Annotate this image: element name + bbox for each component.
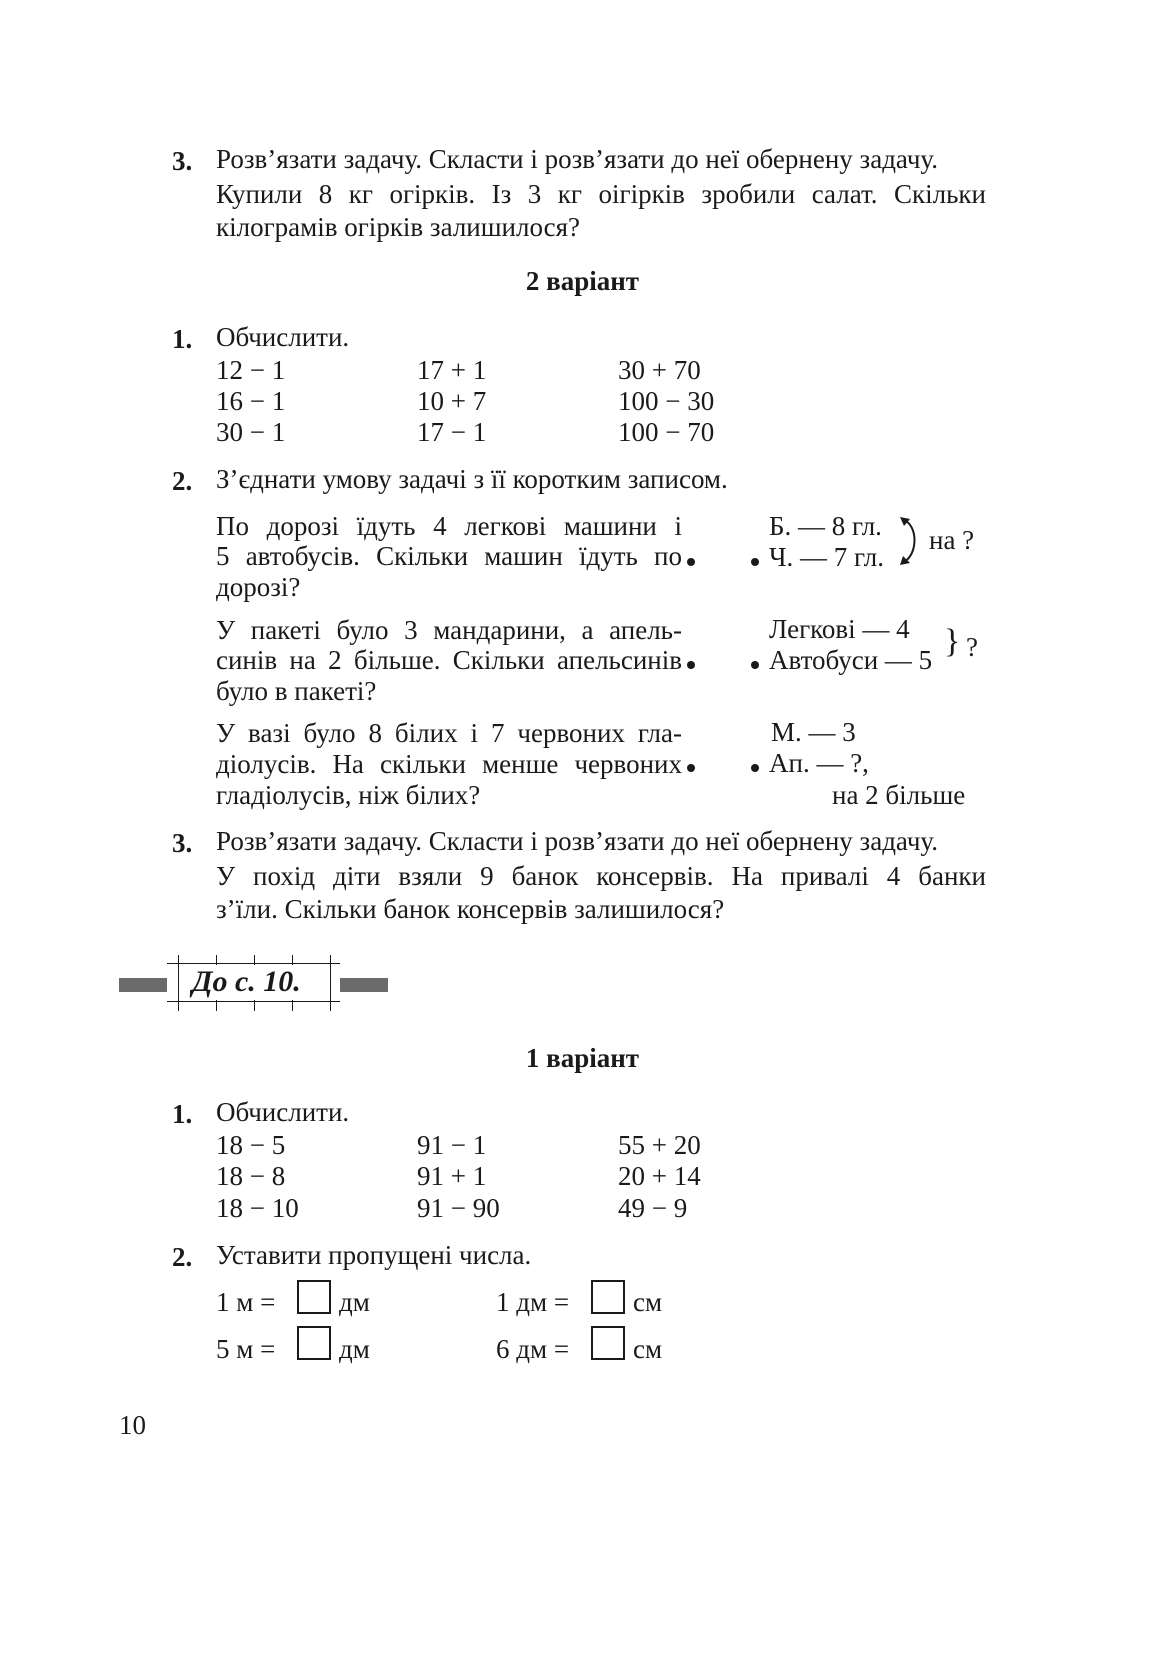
section-bar-right <box>340 978 388 992</box>
expression: 17 − 1 <box>417 417 487 447</box>
short-note-question: на ? <box>929 525 975 555</box>
conversion-left: 6 дм = <box>496 1334 570 1364</box>
expression: 91 − 90 <box>417 1193 500 1223</box>
short-note-line: Ч. — 7 гл. <box>769 542 884 572</box>
task-number: 3. <box>172 146 193 176</box>
problem-text-line: По дорозі їдуть 4 легкові машини і <box>216 511 682 541</box>
comparison-arrow-icon <box>898 516 926 566</box>
connector-dot[interactable] <box>687 558 695 566</box>
frame-tick <box>292 955 293 965</box>
task-number: 1. <box>172 324 193 354</box>
task-text-line: кілограмів огірків залишилося? <box>216 212 581 242</box>
problem-text-line: дорозі? <box>216 572 301 602</box>
short-note-line: Легкові — 4 <box>769 614 910 644</box>
expression: 55 + 20 <box>618 1130 701 1160</box>
variant-heading: 1 варіант <box>525 1043 640 1073</box>
expression: 49 − 9 <box>618 1193 688 1223</box>
problem-text-line: У пакеті було 3 мандарини, а апель- <box>216 615 682 645</box>
connector-dot[interactable] <box>687 764 695 772</box>
expression: 18 − 8 <box>216 1161 286 1191</box>
expression: 18 − 10 <box>216 1193 299 1223</box>
problem-text-line: діолусів. На скільки менше червоних <box>216 749 682 779</box>
expression: 18 − 5 <box>216 1130 286 1160</box>
problem-text-line: синів на 2 більше. Скільки апельсинів <box>216 645 682 675</box>
connector-dot[interactable] <box>751 558 759 566</box>
expression: 30 − 1 <box>216 417 286 447</box>
expression: 91 + 1 <box>417 1161 487 1191</box>
conversion-unit: см <box>633 1334 663 1364</box>
frame-tick <box>216 955 217 965</box>
short-note-line: Б. — 8 гл. <box>769 511 882 541</box>
answer-box[interactable] <box>591 1326 625 1360</box>
problem-text-line: 5 автобусів. Скільки машин їдуть по <box>216 541 682 571</box>
short-note-line: Автобуси — 5 <box>769 645 933 675</box>
task-text-line: Купили 8 кг огірків. Із 3 кг оігірків зробили салат. Скільки <box>216 179 986 209</box>
brace-icon: } <box>944 623 961 660</box>
problem-text-line: було в пакеті? <box>216 676 377 706</box>
frame-tick <box>216 1000 217 1011</box>
answer-box[interactable] <box>297 1280 331 1314</box>
conversion-left: 1 дм = <box>496 1287 570 1317</box>
section-bar-left <box>119 978 167 992</box>
section-label: До с. 10. <box>192 965 301 998</box>
connector-dot[interactable] <box>751 661 759 669</box>
page-number: 10 <box>119 1410 146 1440</box>
frame-line <box>178 955 179 1011</box>
conversion-left: 1 м = <box>216 1287 276 1317</box>
conversion-unit: дм <box>339 1287 370 1317</box>
expression: 30 + 70 <box>618 355 701 385</box>
task-number: 3. <box>172 828 193 858</box>
expression: 12 − 1 <box>216 355 286 385</box>
frame-tick <box>292 1000 293 1011</box>
task-text-line: У похід діти взяли 9 банок консервів. На привалі 4 банки <box>216 861 986 891</box>
task-title: Обчислити. <box>216 1097 350 1127</box>
answer-box[interactable] <box>297 1326 331 1360</box>
frame-tick <box>254 1000 255 1011</box>
task-number: 1. <box>172 1099 193 1129</box>
short-note-line: Ап. — ?, <box>769 748 869 778</box>
short-note-line: М. — 3 <box>771 717 856 747</box>
task-text-line: Розв’язати задачу. Скласти і розв’язати до неї обернену задачу. <box>216 144 938 174</box>
expression: 17 + 1 <box>417 355 487 385</box>
connector-dot[interactable] <box>751 764 759 772</box>
expression: 100 − 70 <box>618 417 715 447</box>
problem-text-line: У вазі було 8 білих і 7 червоних гла- <box>216 718 682 748</box>
short-note-line: на 2 більше <box>832 780 966 810</box>
answer-box[interactable] <box>591 1280 625 1314</box>
connector-dot[interactable] <box>687 661 695 669</box>
frame-tick <box>254 955 255 965</box>
task-title: Обчислити. <box>216 322 350 352</box>
task-number: 2. <box>172 466 193 496</box>
task-text-line: з’їли. Скільки банок консервів залишилося? <box>216 894 725 924</box>
expression: 16 − 1 <box>216 386 286 416</box>
task-number: 2. <box>172 1242 193 1272</box>
conversion-left: 5 м = <box>216 1334 276 1364</box>
conversion-unit: см <box>633 1287 663 1317</box>
expression: 20 + 14 <box>618 1161 701 1191</box>
expression: 10 + 7 <box>417 386 487 416</box>
expression: 100 − 30 <box>618 386 715 416</box>
task-title: Уставити пропущені числа. <box>216 1240 532 1270</box>
frame-line <box>330 955 331 1011</box>
expression: 91 − 1 <box>417 1130 487 1160</box>
variant-heading: 2 варіант <box>525 266 640 296</box>
problem-text-line: гладіолусів, ніж білих? <box>216 780 481 810</box>
conversion-unit: дм <box>339 1334 370 1364</box>
task-title: З’єднати умову задачі з її коротким записом. <box>216 464 728 494</box>
short-note-question: ? <box>966 632 978 662</box>
task-text-line: Розв’язати задачу. Скласти і розв’язати до неї обернену задачу. <box>216 826 938 856</box>
